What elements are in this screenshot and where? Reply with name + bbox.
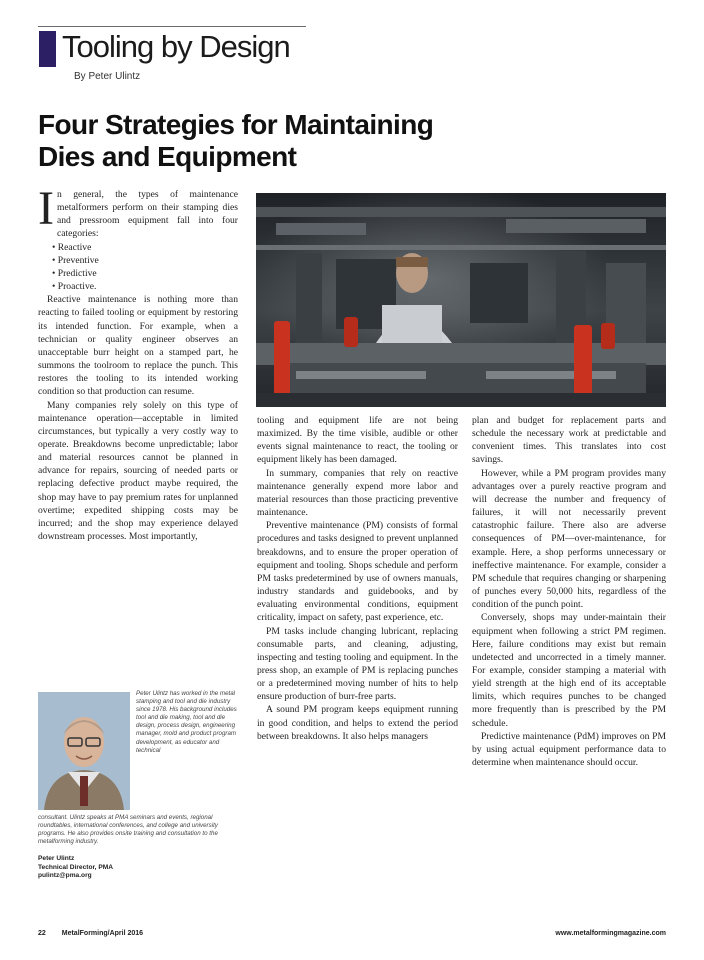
header-rule [38,26,306,27]
column-1 [38,188,238,674]
paragraph: Reactive maintenance is nothing more than reacting to failed tooling or equipment by restoring its intended function. For example, when a technician or quality engineer observes an unacceptable burr height on a stamped part, he summons the toolroom to replace the punch. This restores the tooling to its intended working condition so that production can resume. [38,294,238,398]
author-headshot [38,692,130,810]
paragraph: PM tasks include changing lubricant, replacing consumable parts, and cleaning, adjusting, inspecting and testing tooling and equipment. In the press shop, an example of PM is replacing punches or a predetermined moving number of hits to help ensure production of burr-free parts. [257,625,458,703]
list-item: • Predictive [52,267,238,280]
paragraph: Predictive maintenance (PdM) improves on PM by using actual equipment performance data to determine when maintenance should occur. [472,730,666,769]
intro-paragraph: In general, the types of maintenance metalformers perform on their stamping dies and pressroom equipment fall into four categories: [38,188,238,240]
drop-cap: I [38,188,54,235]
list-item: • Preventive [52,254,238,267]
paragraph: A sound PM program keeps equipment running in good condition, and helps to extend the period between breakdowns. It also helps managers [257,704,458,742]
paragraph: tooling and equipment life are not being maximized. By the time visible, audible or other events signal maintenance to react, the tooling or equipment likely has been damaged. [257,415,458,466]
paragraph: In summary, companies that rely on reactive maintenance generally expend more labor and material resources than those practicing preventive maintenance. [257,467,458,519]
pressroom-photo [256,193,666,407]
paragraph: Preventive maintenance (PM) consists of formal procedures and tasks designed to prevent unplanned breakdowns, and to ensure the proper operation of equipment and tooling. Shops schedule and perform PM tasks predetermined by use of owners manuals, industry standards and guidebooks, and by evaluating environmental conditions, equipment criticality, impact on safety, past experience, etc. [257,520,458,624]
author-name: Peter Ulintz [38,855,75,862]
list-item: • Proactive. [52,280,238,293]
column-3 [472,414,666,922]
pressroom-photo-image [256,193,666,407]
department-title: Tooling by Design [62,29,290,64]
author-title: Technical Director, PMA [38,863,113,871]
column-2 [257,414,458,922]
author-email[interactable]: pulintz@pma.org [38,872,92,880]
article-headline: Four Strategies for Maintaining Dies and Equipment [38,109,434,172]
bio-text-continued: consultant. Ulintz speaks at PMA seminars and events, regional roundtables, international conferences, and college and university programs. He also provides onsite training and consultation to the metalforming industry. [38,814,218,846]
footer-left [38,930,143,937]
paragraph: However, while a PM program provides many advantages over a purely reactive program and will decrease the number and frequency of failures, it will not necessarily prevent catastrophic failure. There also are adverse consequences of PM—over-maintenance, for example. Here, a shop performs unnecessary or ineffective maintenance. For example, consider a PM schedule that requires changing or sharpening of punches every 50,000 hits, regardless of the condition of the punch point. [472,467,666,611]
issue-label: MetalForming/April 2016 [61,930,144,937]
footer-website[interactable]: www.metalformingmagazine.com [555,930,666,937]
department-color-block [39,31,56,67]
paragraph: Many companies rely solely on this type of maintenance operation—acceptable in limited circumstances, but typically a very costly way to operate. Breakdowns become unpredictable; labor and material resources cannot be planned in advance for repairs, sourcing of needed parts or replacing defective product maybe required, the shop may have to pay premium rates for unplanned overtime; expedited shipping costs may be incurred; and the shop may experience delayed downstream processes. Most importantly, [38,399,238,543]
category-list [38,241,238,294]
paragraph: Conversely, shops may under-maintain their equipment when following a strict PM regimen. Here, failure conditions may exist but remain undetected and uncorrected in a timely manner. For example, consider stamping a material with yield strength at the high end of its acceptable limits, which requires punches to be changed more frequently than is prescribed by the PM schedule. [472,612,666,729]
bio-signature [38,855,238,881]
author-bio [38,690,238,930]
bio-text: Peter Ulintz has worked in the metal stamping and tool and die industry since 1978. His background includes tool and die making, tool and die design, process design, engineering manager, mold and product program development, as educator and technical [136,690,237,754]
page-number: 22 [38,930,46,937]
paragraph: plan and budget for replacement parts and schedule the necessary work at predictable and convenient times. This translates into cost savings. [472,415,666,466]
list-item: • Reactive [52,241,238,254]
author-headshot-image [38,692,130,810]
byline: By Peter Ulintz [74,71,141,82]
